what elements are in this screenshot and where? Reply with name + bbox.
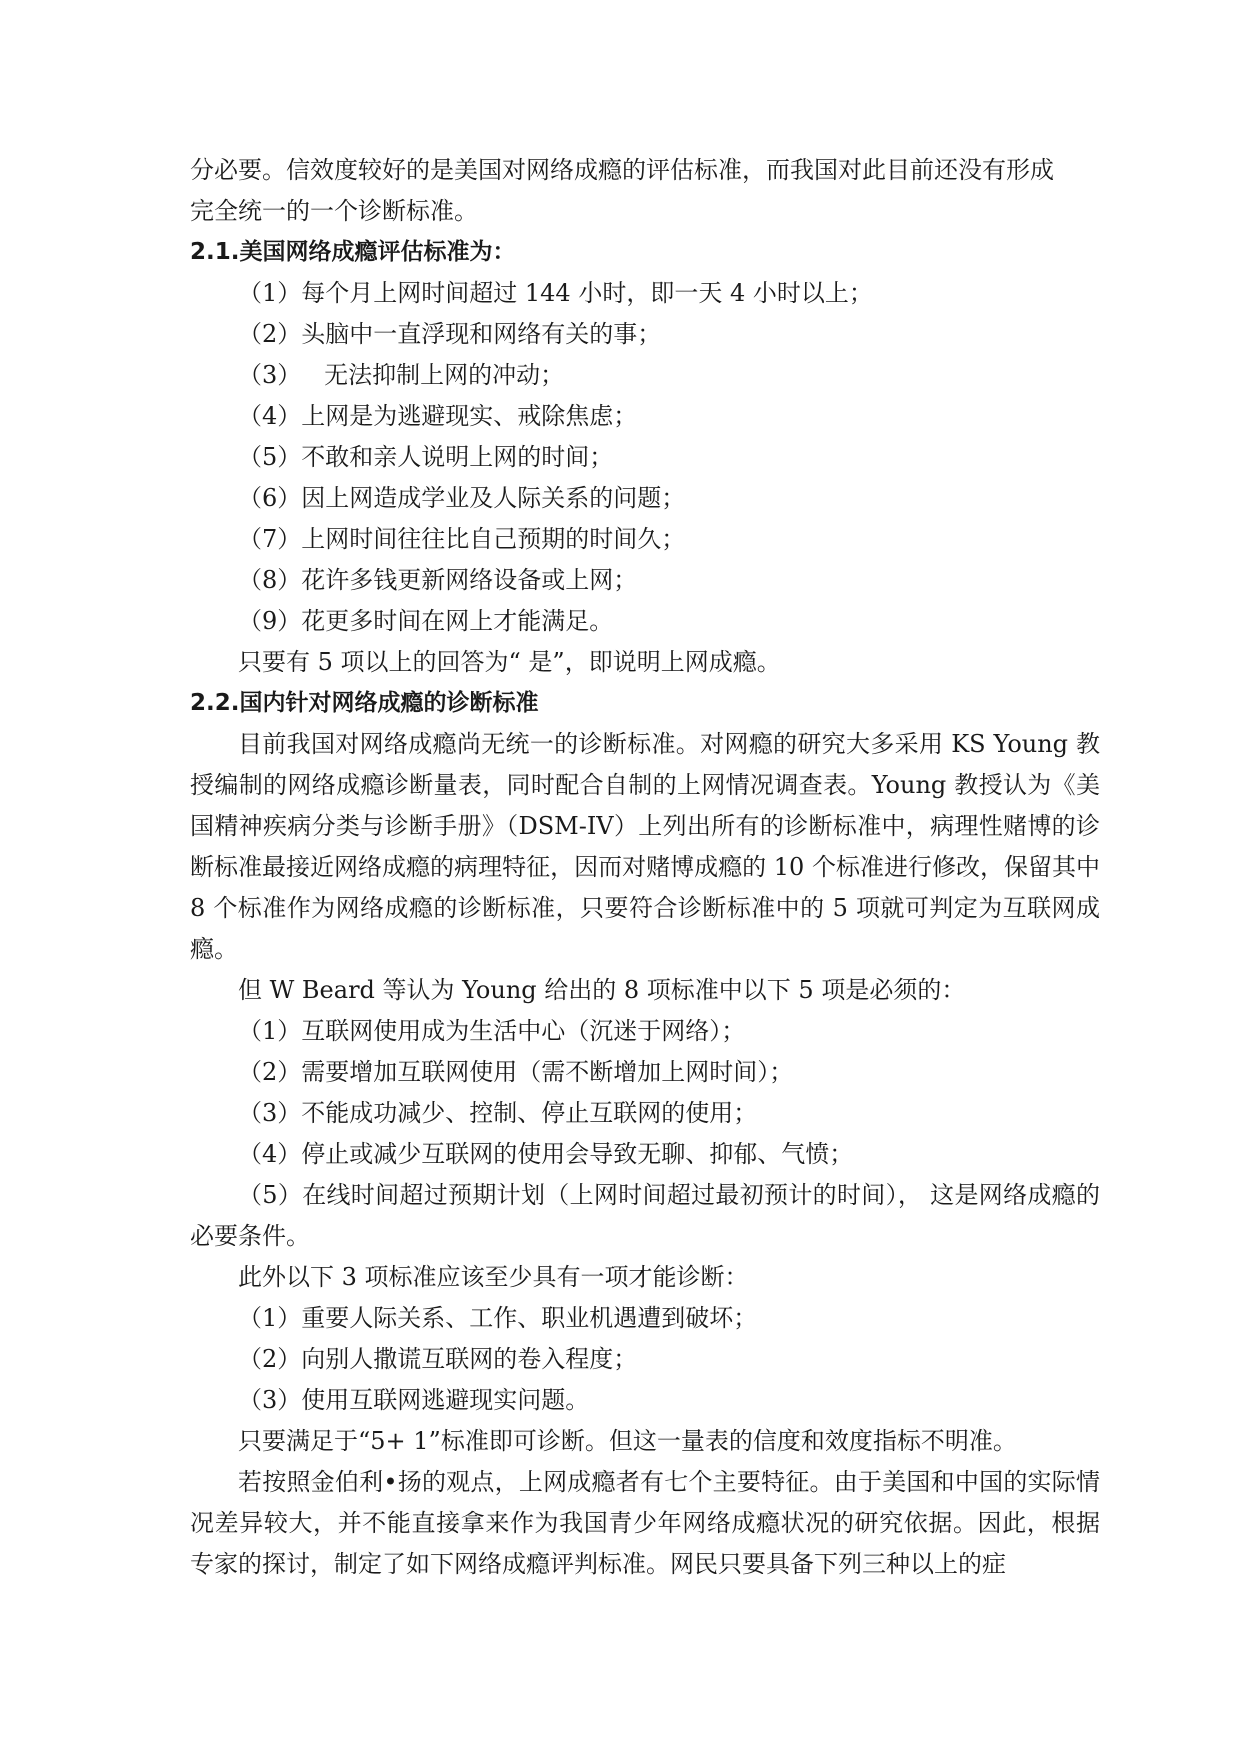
document-body xyxy=(190,150,1100,1585)
us-criterion-4: （4）上网是为逃避现实、戒除焦虑； xyxy=(238,402,638,430)
extra-criterion-1: （1）重要人际关系、工作、职业机遇遭到破坏； xyxy=(238,1304,758,1332)
beard-criterion-2: （2）需要增加互联网使用（需不断增加上网时间）； xyxy=(238,1058,794,1086)
us-criterion-5: （5）不敢和亲人说明上网的时间； xyxy=(238,443,614,471)
section-heading-2-1: 2.1.美国网络成瘾评估标准为： xyxy=(190,239,516,265)
kimberly-young-paragraph: 若按照金伯利•扬的观点，上网成瘾者有七个主要特征。由于美国和中国的实际情况差异较大，并不能直接拿来作为我国青少年网络成瘾状况的研究依据。因此，根据专家的探讨，制定了如下网络成瘾评判标准。网民只要具备下列三种以上的症 xyxy=(190,1468,1100,1578)
beard-criterion-3: （3）不能成功减少、控制、停止互联网的使用； xyxy=(238,1099,758,1127)
beard-intro: 但 W Beard 等认为 Young 给出的 8 项标准中以下 5 项是必须的： xyxy=(238,976,966,1004)
opening-line-2: 完全统一的一个诊断标准。 xyxy=(190,197,478,225)
domestic-standard-paragraph: 目前我国对网络成瘾尚无统一的诊断标准。对网瘾的研究大多采用 KS Young 教授编制的网络成瘾诊断量表，同时配合自制的上网情况调查表。Young 教授认为《美国精神疾病分类与诊断手册》（DSM-IV）上列出所有的诊断标准中，病理性赌博的诊断标准最接近网络成瘾的病理特征，因而对赌博成瘾的 10 个标准进行修改，保留其中 8 个标准作为网络成瘾的诊断标准，只要符合诊断标准中的 5 项就可判定为互联网成瘾。 xyxy=(190,730,1100,963)
extra-criterion-2: （2）向别人撒谎互联网的卷入程度； xyxy=(238,1345,638,1373)
us-criterion-9: （9）花更多时间在网上才能满足。 xyxy=(238,607,614,635)
us-criterion-7: （7）上网时间往往比自己预期的时间久； xyxy=(238,525,686,553)
section-heading-2-2: 2.2.国内针对网络成瘾的诊断标准 xyxy=(190,690,539,716)
beard-criterion-1: （1）互联网使用成为生活中心（沉迷于网络）； xyxy=(238,1017,746,1045)
opening-line-1: 分必要。信效度较好的是美国对网络成瘾的评估标准，而我国对此目前还没有形成 xyxy=(190,156,1054,184)
us-criterion-3: （3） 无法抑制上网的冲动； xyxy=(238,361,565,389)
us-criterion-2: （2）头脑中一直浮现和网络有关的事； xyxy=(238,320,662,348)
beard-criterion-4: （4）停止或减少互联网的使用会导致无聊、抑郁、气愤； xyxy=(238,1140,854,1168)
beard-criterion-5: （5）在线时间超过预期计划（上网时间超过最初预计的时间）， 这是网络成瘾的必要条件。 xyxy=(190,1181,1100,1250)
extra-criterion-3: （3）使用互联网逃避现实问题。 xyxy=(238,1386,590,1414)
us-criterion-6: （6）因上网造成学业及人际关系的问题； xyxy=(238,484,686,512)
us-criterion-1: （1）每个月上网时间超过 144 小时，即一天 4 小时以上； xyxy=(238,279,873,307)
us-criteria-conclusion: 只要有 5 项以上的回答为“ 是”，即说明上网成瘾。 xyxy=(238,648,781,676)
us-criterion-8: （8）花许多钱更新网络设备或上网； xyxy=(238,566,638,594)
extra-criteria-intro: 此外以下 3 项标准应该至少具有一项才能诊断： xyxy=(238,1263,749,1291)
five-plus-one-rule: 只要满足于“5+ 1”标准即可诊断。但这一量表的信度和效度指标不明准。 xyxy=(238,1427,1017,1455)
